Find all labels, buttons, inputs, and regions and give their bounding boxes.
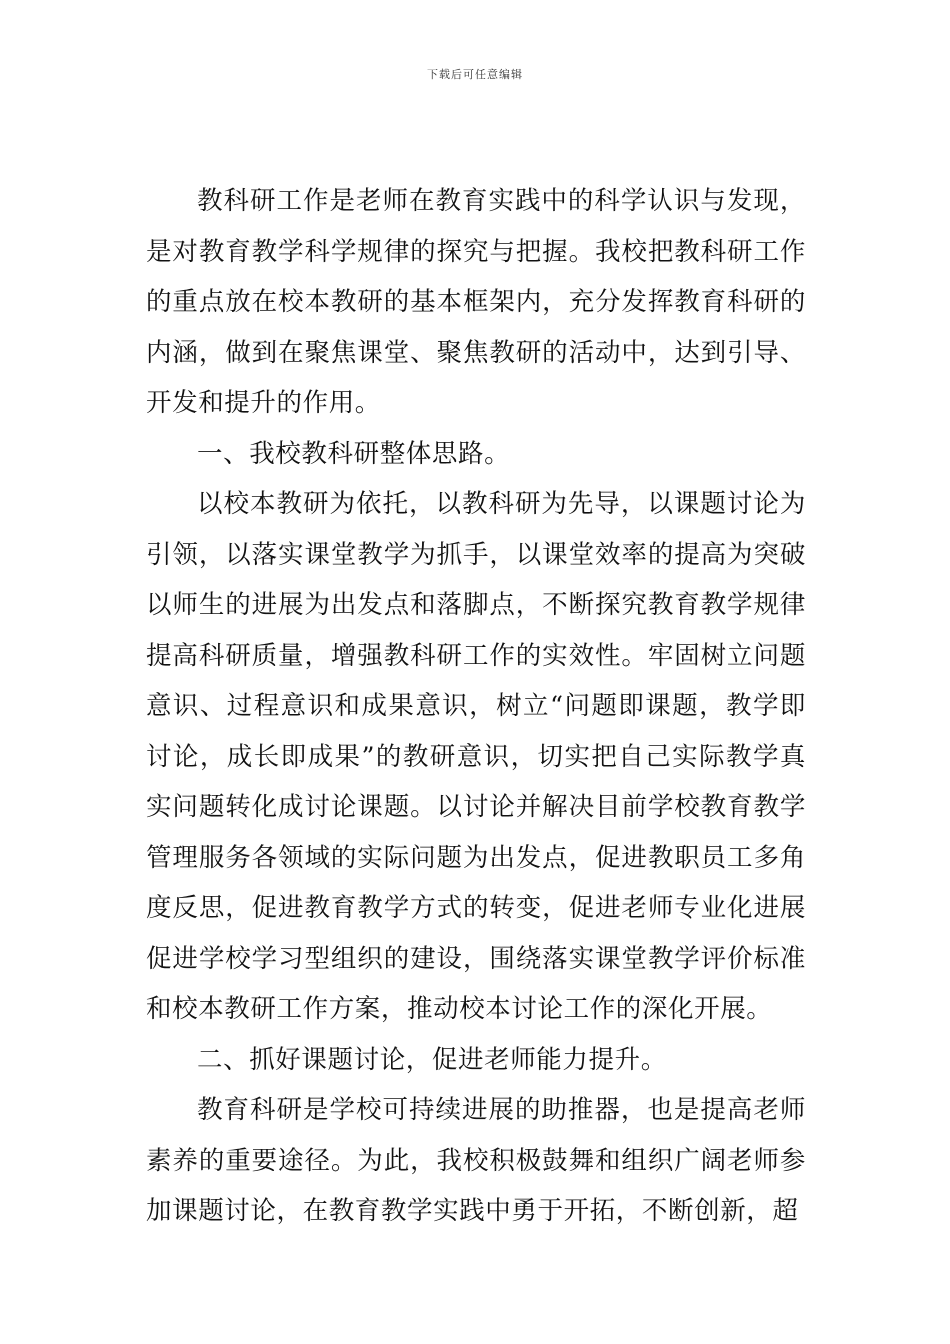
page-header-note: 下载后可任意编辑: [427, 68, 523, 81]
paragraph-section-2: 教育科研是学校可持续进展的助推器，也是提高老师素养的重要途径。为此，我校积极鼓舞和组织广阔老师参加课题讨论，在教育教学实践中勇于开拓，不断创新，超: [146, 1095, 806, 1226]
paragraph-section-1: 以校本教研为依托，以教科研为先导，以课题讨论为引领，以落实课堂教学为抓手，以课堂效率的提高为突破以师生的进展为出发点和落脚点，不断探究教育教学规律提高科研质量，增强教科研工作的实效性。牢固树立问题意识、过程意识和成果意识，树立“问题即课题，教学即讨论，成长即成果”的教研意识，切实把自己实际教学真实问题转化成讨论课题。以讨论并解决目前学校教育教学管理服务各领域的实际问题为出发点，促进教职员工多角度反思，促进教育教学方式的转变，促进老师专业化进展促进学校学习型组织的建设，围绕落实课堂教学评价标准和校本教研工作方案，推动校本讨论工作的深化开展。: [146, 489, 806, 1024]
document-body: [146, 176, 806, 1237]
section-heading-2: 二、抓好课题讨论，促进老师能力提升。: [197, 1044, 667, 1075]
section-heading-1: 一、我校教科研整体思路。: [197, 438, 511, 469]
paragraph-intro: 教科研工作是老师在教育实践中的科学认识与发现，是对教育教学科学规律的探究与把握。我校把教科研工作的重点放在校本教研的基本框架内，充分发挥教育科研的内涵，做到在聚焦课堂、聚焦教研的活动中，达到引导、开发和提升的作用。: [146, 186, 806, 418]
